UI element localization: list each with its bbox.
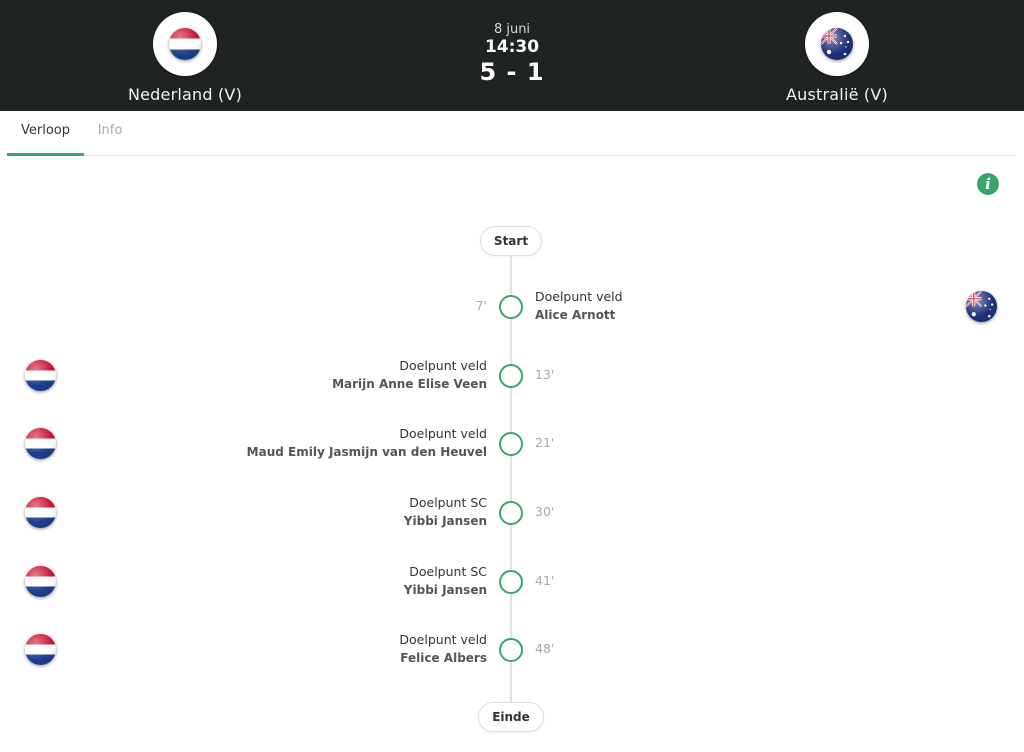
event-type: Doelpunt SC [409,564,487,579]
event-details [332,357,487,393]
match-score: 5 - 1 [479,58,545,86]
away-team-crest[interactable] [805,12,869,76]
tab-verloop[interactable]: Verloop [7,111,84,156]
event-player[interactable]: Alice Arnott [535,308,616,322]
away-team[interactable] [737,12,937,104]
event-details [399,631,487,667]
netherlands-flag-icon [25,634,56,665]
home-team-crest[interactable] [153,12,217,76]
timeline-event [0,286,1024,326]
timeline-event [0,423,1024,463]
event-minute: 13' [535,367,555,382]
event-type: Doelpunt veld [399,632,487,647]
event-marker [499,432,523,456]
event-minute: 21' [535,435,555,450]
match-date: 8 juni [493,22,531,37]
event-minute: 41' [535,573,555,588]
netherlands-flag-icon [25,428,56,459]
event-minute: 48' [535,641,555,656]
event-player[interactable]: Marijn Anne Elise Veen [332,377,487,391]
event-details [247,425,487,461]
timeline-event [0,492,1024,532]
event-details [404,494,487,530]
australia-flag-icon [821,28,853,60]
timeline-end-label: Einde [478,702,544,732]
event-details [535,288,623,324]
match-time: 14:30 [484,37,540,57]
home-team[interactable] [85,12,285,104]
event-marker [499,295,523,319]
event-type: Doelpunt veld [399,358,487,373]
netherlands-flag-icon [25,566,56,597]
event-minute: 7' [475,298,487,313]
away-team-name: Australië (V) [786,85,888,104]
event-player[interactable]: Felice Albers [400,651,487,665]
tab-bar [7,111,1015,156]
netherlands-flag-icon [25,360,56,391]
netherlands-flag-icon [25,497,56,528]
australia-flag-icon [966,291,997,322]
event-type: Doelpunt SC [409,495,487,510]
event-player[interactable]: Maud Emily Jasmijn van den Heuvel [246,445,487,459]
event-type: Doelpunt veld [535,289,623,304]
timeline-event [0,629,1024,669]
event-player[interactable]: Yibbi Jansen [403,514,487,528]
event-marker [499,364,523,388]
match-info [412,22,612,87]
timeline-event [0,561,1024,601]
event-details [404,563,487,599]
event-marker [499,570,523,594]
event-player[interactable]: Yibbi Jansen [403,583,487,597]
info-icon[interactable]: i [977,173,999,195]
event-marker [499,501,523,525]
event-type: Doelpunt veld [399,426,487,441]
timeline-event [0,355,1024,395]
netherlands-flag-icon [169,28,201,60]
timeline-start-label: Start [480,226,542,256]
home-team-name: Nederland (V) [127,85,243,104]
tab-info[interactable]: Info [97,123,123,138]
event-minute: 30' [535,504,555,519]
event-marker [499,638,523,662]
match-header [0,0,1024,111]
